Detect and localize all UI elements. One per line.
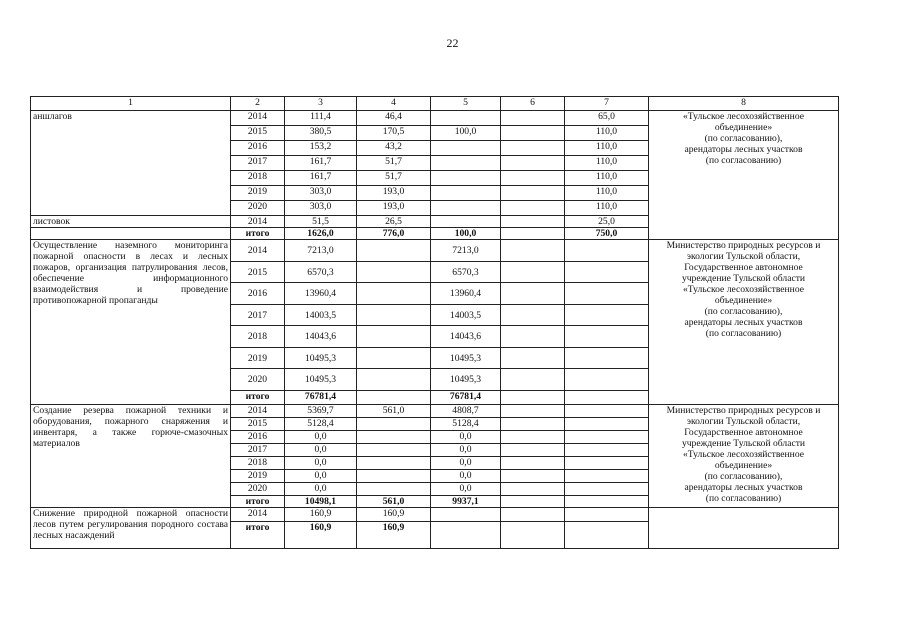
- table-cell: 0,0: [431, 431, 501, 444]
- table-cell: 0,0: [285, 431, 357, 444]
- measure-description: Снижение природной пожарной опасности лесов путем регулирования породного состава лесных насаждений: [31, 508, 231, 549]
- year-cell: 2015: [231, 262, 285, 283]
- table-cell: [501, 369, 565, 391]
- table-cell: [501, 508, 565, 522]
- table-cell: [501, 305, 565, 326]
- table-cell: [501, 171, 565, 186]
- year-cell: 2018: [231, 326, 285, 348]
- year-cell: 2020: [231, 483, 285, 496]
- table-cell: [501, 262, 565, 283]
- table-cell: 303,0: [285, 201, 357, 216]
- year-cell: 2019: [231, 470, 285, 483]
- table-cell: 26,5: [357, 216, 431, 228]
- table-cell: 111,4: [285, 111, 357, 126]
- table-cell: [565, 496, 649, 508]
- table-cell: [501, 391, 565, 405]
- table-cell: 51,7: [357, 156, 431, 171]
- table-cell: [501, 240, 565, 262]
- table-cell: 160,9: [357, 508, 431, 522]
- responsible-line: экологии Тульской области,: [686, 251, 801, 262]
- table-cell: 193,0: [357, 201, 431, 216]
- year-cell: 2014: [231, 508, 285, 522]
- year-cell: 2014: [231, 216, 285, 228]
- table-cell: [357, 470, 431, 483]
- table-cell: 776,0: [357, 228, 431, 240]
- table-cell: [357, 418, 431, 431]
- table-row: [31, 405, 839, 418]
- table-cell: [565, 457, 649, 470]
- column-header: 7: [565, 97, 649, 111]
- table-cell: 76781,4: [285, 391, 357, 405]
- table-cell: [501, 111, 565, 126]
- table-cell: [357, 305, 431, 326]
- table-cell: [431, 216, 501, 228]
- year-cell: 2019: [231, 348, 285, 369]
- responsible-line: арендаторы лесных участков: [684, 144, 803, 155]
- table-cell: 10495,3: [285, 369, 357, 391]
- table-cell: 5369,7: [285, 405, 357, 418]
- table-cell: [501, 444, 565, 457]
- responsible-line: Государственное автономное: [684, 262, 803, 273]
- total-label: итого: [231, 496, 285, 508]
- table-cell: 13960,4: [285, 283, 357, 305]
- table-cell: 10495,3: [285, 348, 357, 369]
- table-cell: [431, 171, 501, 186]
- responsible-line: (по согласованию): [705, 328, 782, 339]
- responsible-line: (по согласованию),: [704, 133, 783, 144]
- table-cell: 10495,3: [431, 369, 501, 391]
- table-cell: [501, 326, 565, 348]
- table-cell: [565, 240, 649, 262]
- table-cell: 161,7: [285, 171, 357, 186]
- responsible-line: «Тульское лесохозяйственное: [682, 449, 804, 460]
- responsible-line: Министерство природных ресурсов и: [666, 240, 821, 251]
- table-cell: 0,0: [431, 457, 501, 470]
- table-cell: [431, 201, 501, 216]
- table-cell: 110,0: [565, 186, 649, 201]
- table-cell: [501, 228, 565, 240]
- table-cell: [501, 156, 565, 171]
- column-header: 3: [285, 97, 357, 111]
- table-cell: [431, 186, 501, 201]
- table-cell: [565, 262, 649, 283]
- table-cell: [501, 418, 565, 431]
- table-cell: [565, 444, 649, 457]
- table-cell: [501, 141, 565, 156]
- table-cell: 1626,0: [285, 228, 357, 240]
- table-cell: [501, 216, 565, 228]
- year-cell: 2020: [231, 369, 285, 391]
- table-cell: 76781,4: [431, 391, 501, 405]
- year-cell: 2014: [231, 111, 285, 126]
- table-cell: 5128,4: [431, 418, 501, 431]
- table-cell: 5128,4: [285, 418, 357, 431]
- table-cell: [431, 156, 501, 171]
- responsible-line: Министерство природных ресурсов и: [666, 405, 821, 416]
- table-cell: [565, 483, 649, 496]
- responsible-line: (по согласованию): [705, 155, 782, 166]
- table-cell: [357, 283, 431, 305]
- year-cell: 2016: [231, 283, 285, 305]
- table-cell: 4808,7: [431, 405, 501, 418]
- table-cell: 6570,3: [431, 262, 501, 283]
- table-cell: [565, 305, 649, 326]
- year-cell: 2017: [231, 444, 285, 457]
- table-cell: 110,0: [565, 171, 649, 186]
- year-cell: 2015: [231, 418, 285, 431]
- table-cell: 110,0: [565, 201, 649, 216]
- table-cell: [565, 431, 649, 444]
- responsible-line: учреждение Тульской области: [681, 273, 806, 284]
- table-cell: 0,0: [431, 444, 501, 457]
- responsible-cell: [649, 405, 839, 508]
- table-cell: [501, 201, 565, 216]
- table-cell: [501, 457, 565, 470]
- year-cell: 2018: [231, 457, 285, 470]
- table-cell: 0,0: [431, 483, 501, 496]
- table-cell: 153,2: [285, 141, 357, 156]
- table-cell: [431, 111, 501, 126]
- responsible-line: учреждение Тульской области: [681, 438, 806, 449]
- responsible-line: (по согласованию): [705, 493, 782, 504]
- table-cell: 161,7: [285, 156, 357, 171]
- column-header: 8: [649, 97, 839, 111]
- table-cell: 9937,1: [431, 496, 501, 508]
- table-cell: [565, 418, 649, 431]
- table-cell: 303,0: [285, 186, 357, 201]
- table-cell: [357, 457, 431, 470]
- responsible-line: (по согласованию),: [704, 471, 783, 482]
- table-cell: [565, 522, 649, 549]
- table-cell: 160,9: [357, 522, 431, 549]
- table-cell: 7213,0: [431, 240, 501, 262]
- responsible-line: Государственное автономное: [684, 427, 803, 438]
- table-cell: [565, 391, 649, 405]
- responsible-line: арендаторы лесных участков: [684, 317, 803, 328]
- table-cell: 7213,0: [285, 240, 357, 262]
- year-cell: 2017: [231, 156, 285, 171]
- table-cell: [565, 283, 649, 305]
- table-cell: [565, 326, 649, 348]
- table-cell: 0,0: [285, 457, 357, 470]
- column-header: 6: [501, 97, 565, 111]
- table-cell: 110,0: [565, 141, 649, 156]
- table-cell: [501, 496, 565, 508]
- responsible-line: объединение»: [714, 122, 773, 133]
- table-cell: 14043,6: [285, 326, 357, 348]
- table-cell: 14003,5: [285, 305, 357, 326]
- table-cell: 46,4: [357, 111, 431, 126]
- table-cell: [357, 262, 431, 283]
- table-cell: [431, 141, 501, 156]
- responsible-line: «Тульское лесохозяйственное: [682, 111, 804, 122]
- table-cell: 110,0: [565, 126, 649, 141]
- table-cell: [357, 348, 431, 369]
- table-cell: [357, 483, 431, 496]
- table-cell: [431, 508, 501, 522]
- table-cell: [357, 431, 431, 444]
- table-cell: 13960,4: [431, 283, 501, 305]
- total-label: итого: [231, 391, 285, 405]
- table-row: [31, 240, 839, 262]
- table-cell: [565, 470, 649, 483]
- table-cell: 380,5: [285, 126, 357, 141]
- year-cell: 2016: [231, 431, 285, 444]
- table-cell: 561,0: [357, 405, 431, 418]
- column-header: 4: [357, 97, 431, 111]
- table-cell: [565, 369, 649, 391]
- header-row: [31, 97, 839, 111]
- table-cell: 561,0: [357, 496, 431, 508]
- responsible-line: объединение»: [714, 295, 773, 306]
- responsible-line: объединение»: [714, 460, 773, 471]
- table-cell: 100,0: [431, 228, 501, 240]
- table-cell: [565, 508, 649, 522]
- table-cell: [357, 444, 431, 457]
- year-cell: 2016: [231, 141, 285, 156]
- measure-description: Осуществление наземного мониторинга пожарной опасности в лесах и лесных пожаров, организация патрулирования лесов, обеспечение информационного взаимодействия и проведение противопожарной пропаганды: [31, 240, 231, 405]
- table-cell: 0,0: [285, 444, 357, 457]
- table-cell: 43,2: [357, 141, 431, 156]
- table-cell: 6570,3: [285, 262, 357, 283]
- responsible-line: экологии Тульской области,: [686, 416, 801, 427]
- table-cell: [31, 228, 231, 240]
- table-cell: [565, 348, 649, 369]
- table-cell: [501, 283, 565, 305]
- table-cell: [357, 240, 431, 262]
- table-cell: 193,0: [357, 186, 431, 201]
- total-label: итого: [231, 522, 285, 549]
- column-header: 1: [31, 97, 231, 111]
- table-cell: 0,0: [285, 470, 357, 483]
- table-cell: 160,9: [285, 522, 357, 549]
- table-cell: [501, 470, 565, 483]
- table-cell: 0,0: [285, 483, 357, 496]
- measure-description: аншлагов: [31, 111, 231, 216]
- table-row: [31, 508, 839, 522]
- table-cell: 100,0: [431, 126, 501, 141]
- table-cell: [501, 522, 565, 549]
- year-cell: 2017: [231, 305, 285, 326]
- responsible-line: арендаторы лесных участков: [684, 482, 803, 493]
- table-cell: 110,0: [565, 156, 649, 171]
- responsible-cell: [649, 240, 839, 405]
- responsible-cell: [649, 508, 839, 549]
- year-cell: 2019: [231, 186, 285, 201]
- table-cell: 170,5: [357, 126, 431, 141]
- year-cell: 2014: [231, 405, 285, 418]
- table-cell: [431, 522, 501, 549]
- total-label: итого: [231, 228, 285, 240]
- responsible-cell: [649, 111, 839, 240]
- column-header: 2: [231, 97, 285, 111]
- table-cell: [565, 405, 649, 418]
- table-cell: 10495,3: [431, 348, 501, 369]
- table-cell: [357, 326, 431, 348]
- column-header: 5: [431, 97, 501, 111]
- table-cell: 51,5: [285, 216, 357, 228]
- table-cell: [501, 405, 565, 418]
- responsible-line: (по согласованию),: [704, 306, 783, 317]
- table-row: [31, 111, 839, 126]
- page-number: 22: [446, 36, 459, 50]
- table-cell: [501, 483, 565, 496]
- measure-description: Создание резерва пожарной техники и оборудования, пожарного снаряжения и инвентаря, а также горюче-смазочных материалов: [31, 405, 231, 508]
- table-cell: [357, 391, 431, 405]
- year-cell: 2018: [231, 171, 285, 186]
- table-cell: [501, 126, 565, 141]
- table-cell: 750,0: [565, 228, 649, 240]
- table-cell: 160,9: [285, 508, 357, 522]
- year-cell: 2015: [231, 126, 285, 141]
- responsible-line: «Тульское лесохозяйственное: [682, 284, 804, 295]
- table-cell: [501, 186, 565, 201]
- table-cell: [501, 431, 565, 444]
- table-cell: 51,7: [357, 171, 431, 186]
- table-cell: 10498,1: [285, 496, 357, 508]
- measure-description: листовок: [31, 216, 231, 228]
- table-cell: [357, 369, 431, 391]
- year-cell: 2014: [231, 240, 285, 262]
- table-cell: 65,0: [565, 111, 649, 126]
- table-cell: 14043,6: [431, 326, 501, 348]
- table-cell: [501, 348, 565, 369]
- year-cell: 2020: [231, 201, 285, 216]
- table-cell: 25,0: [565, 216, 649, 228]
- program-table: [30, 96, 839, 549]
- table-cell: 14003,5: [431, 305, 501, 326]
- table-cell: 0,0: [431, 470, 501, 483]
